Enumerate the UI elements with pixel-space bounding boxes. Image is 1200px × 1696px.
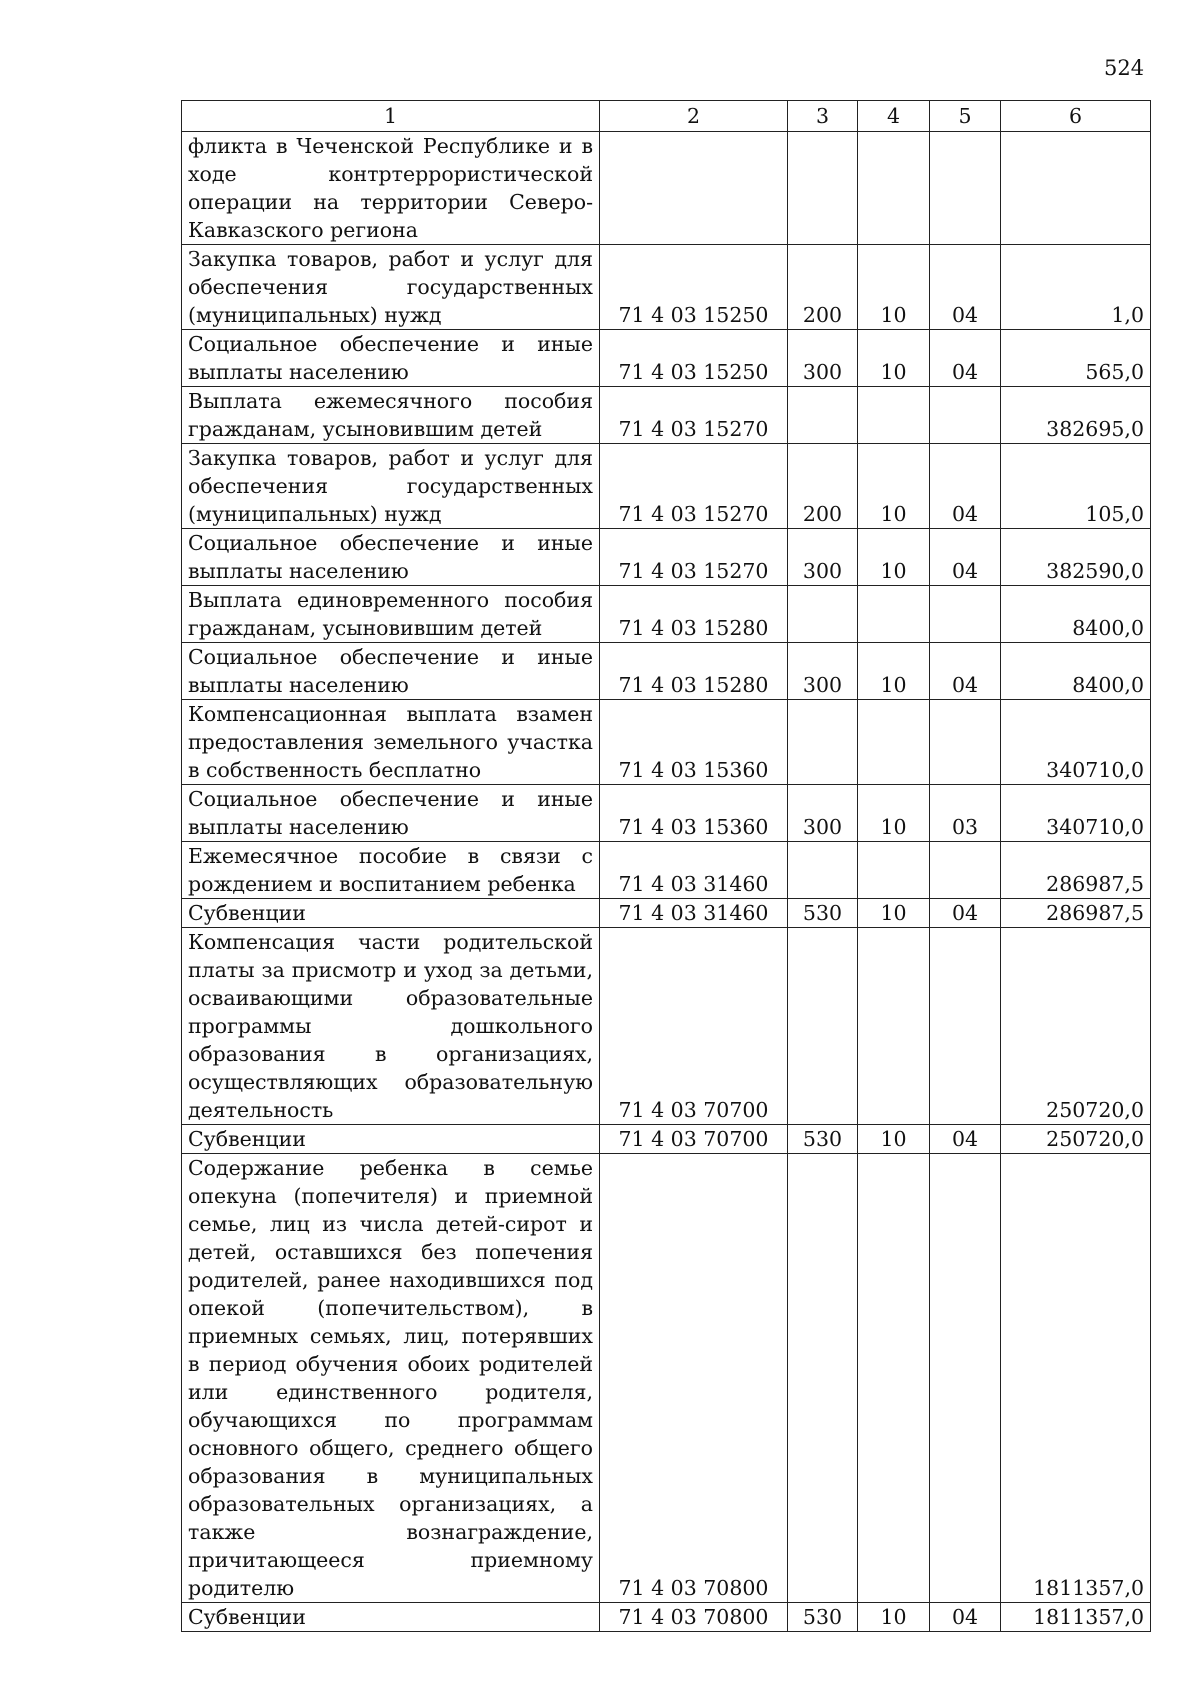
header-cell-2: 2 (600, 101, 788, 132)
row-expense-type-cell (788, 842, 858, 899)
row-expense-type-cell: 530 (788, 899, 858, 928)
row-expense-type-cell: 530 (788, 1125, 858, 1154)
row-section-cell: 10 (858, 245, 930, 330)
row-name-text: Социальное обеспечение и иные выплаты населению (188, 332, 593, 384)
table-row (182, 1603, 1151, 1632)
table-row (182, 899, 1151, 928)
row-name-cell (182, 330, 600, 387)
table-row (182, 700, 1151, 785)
row-amount-cell: 250720,0 (1001, 1125, 1151, 1154)
row-subsection-cell (930, 1154, 1001, 1603)
row-name-text: Выплата единовременного пособия гражданам, усыновившим детей (188, 588, 593, 640)
row-name-cell (182, 785, 600, 842)
row-section-cell: 10 (858, 899, 930, 928)
row-expense-type-cell (788, 586, 858, 643)
row-code-cell: 71 4 03 15280 (600, 643, 788, 700)
header-cell-4: 4 (858, 101, 930, 132)
table-row (182, 928, 1151, 1125)
row-name-text: Субвенции (188, 901, 306, 925)
table-row (182, 132, 1151, 245)
row-name-cell (182, 1125, 600, 1154)
table-row (182, 1125, 1151, 1154)
table-row (182, 785, 1151, 842)
row-section-cell: 10 (858, 1603, 930, 1632)
row-subsection-cell: 04 (930, 1125, 1001, 1154)
row-name-text: Закупка товаров, работ и услуг для обеспечения государственных (муниципальных) нужд (188, 446, 593, 526)
row-name-cell (182, 387, 600, 444)
table-row (182, 245, 1151, 330)
table-row (182, 444, 1151, 529)
row-name-text: Ежемесячное пособие в связи с рождением и воспитанием ребенка (188, 844, 593, 896)
table-row (182, 387, 1151, 444)
row-name-cell (182, 899, 600, 928)
row-expense-type-cell: 300 (788, 785, 858, 842)
row-section-cell (858, 132, 930, 245)
row-amount-cell: 340710,0 (1001, 785, 1151, 842)
row-code-cell: 71 4 03 31460 (600, 899, 788, 928)
row-amount-cell: 1811357,0 (1001, 1603, 1151, 1632)
row-subsection-cell: 04 (930, 899, 1001, 928)
row-code-cell: 71 4 03 15270 (600, 387, 788, 444)
row-subsection-cell (930, 132, 1001, 245)
row-expense-type-cell (788, 387, 858, 444)
header-cell-3: 3 (788, 101, 858, 132)
row-subsection-cell: 04 (930, 444, 1001, 529)
row-section-cell (858, 700, 930, 785)
row-expense-type-cell: 300 (788, 330, 858, 387)
table-row (182, 643, 1151, 700)
row-subsection-cell (930, 928, 1001, 1125)
table-row (182, 529, 1151, 586)
row-expense-type-cell (788, 700, 858, 785)
row-subsection-cell (930, 700, 1001, 785)
row-section-cell: 10 (858, 643, 930, 700)
row-name-cell (182, 842, 600, 899)
row-name-text: Социальное обеспечение и иные выплаты населению (188, 531, 593, 583)
row-expense-type-cell: 200 (788, 444, 858, 529)
row-code-cell: 71 4 03 70700 (600, 1125, 788, 1154)
row-amount-cell: 340710,0 (1001, 700, 1151, 785)
row-name-cell (182, 245, 600, 330)
header-cell-6: 6 (1001, 101, 1151, 132)
row-amount-cell (1001, 132, 1151, 245)
row-code-cell: 71 4 03 15270 (600, 529, 788, 586)
row-expense-type-cell (788, 132, 858, 245)
row-code-cell: 71 4 03 15250 (600, 245, 788, 330)
row-name-cell (182, 529, 600, 586)
table-body (182, 132, 1151, 1632)
row-subsection-cell (930, 387, 1001, 444)
row-expense-type-cell: 200 (788, 245, 858, 330)
row-amount-cell: 1,0 (1001, 245, 1151, 330)
row-name-text: Выплата ежемесячного пособия гражданам, усыновившим детей (188, 389, 593, 441)
row-name-text: Компенсационная выплата взамен предоставления земельного участка в собственность бесплатно (188, 702, 593, 782)
row-name-text: Закупка товаров, работ и услуг для обеспечения государственных (муниципальных) нужд (188, 247, 593, 327)
row-amount-cell: 286987,5 (1001, 899, 1151, 928)
row-amount-cell: 1811357,0 (1001, 1154, 1151, 1603)
row-expense-type-cell: 530 (788, 1603, 858, 1632)
row-name-text: Социальное обеспечение и иные выплаты населению (188, 645, 593, 697)
table-row (182, 842, 1151, 899)
row-subsection-cell: 04 (930, 245, 1001, 330)
row-amount-cell: 8400,0 (1001, 586, 1151, 643)
row-section-cell (858, 586, 930, 643)
row-subsection-cell (930, 842, 1001, 899)
row-code-cell: 71 4 03 15270 (600, 444, 788, 529)
header-cell-1: 1 (182, 101, 600, 132)
page-number: 524 (1104, 56, 1145, 80)
row-name-text: Субвенции (188, 1605, 306, 1629)
row-section-cell (858, 387, 930, 444)
row-subsection-cell: 04 (930, 643, 1001, 700)
row-section-cell: 10 (858, 529, 930, 586)
row-name-cell (182, 444, 600, 529)
row-code-cell: 71 4 03 15360 (600, 700, 788, 785)
row-name-cell (182, 700, 600, 785)
table-row (182, 1154, 1151, 1603)
row-code-cell: 71 4 03 31460 (600, 842, 788, 899)
row-code-cell: 71 4 03 70800 (600, 1603, 788, 1632)
row-name-cell (182, 1154, 600, 1603)
row-amount-cell: 382695,0 (1001, 387, 1151, 444)
row-amount-cell: 565,0 (1001, 330, 1151, 387)
row-amount-cell: 382590,0 (1001, 529, 1151, 586)
row-section-cell (858, 1154, 930, 1603)
table-row (182, 330, 1151, 387)
row-code-cell: 71 4 03 15360 (600, 785, 788, 842)
row-name-text: Субвенции (188, 1127, 306, 1151)
row-name-cell (182, 643, 600, 700)
row-section-cell: 10 (858, 785, 930, 842)
row-name-cell (182, 1603, 600, 1632)
header-cell-5: 5 (930, 101, 1001, 132)
header-row (182, 101, 1151, 132)
row-name-text: фликта в Чеченской Республике и в ходе контртеррористической операции на территории Северо-Кавказского региона (188, 134, 593, 242)
row-subsection-cell: 04 (930, 529, 1001, 586)
row-section-cell (858, 928, 930, 1125)
row-name-cell (182, 132, 600, 245)
row-amount-cell: 105,0 (1001, 444, 1151, 529)
row-code-cell: 71 4 03 70700 (600, 928, 788, 1125)
row-section-cell: 10 (858, 330, 930, 387)
row-expense-type-cell (788, 928, 858, 1125)
row-name-cell (182, 586, 600, 643)
row-expense-type-cell (788, 1154, 858, 1603)
row-amount-cell: 8400,0 (1001, 643, 1151, 700)
row-name-text: Содержание ребенка в семье опекуна (попечителя) и приемной семье, лиц из числа детей-сирот и детей, оставшихся без попечения родителей, ранее находившихся под опекой (попечительством), в приемных семьях, лиц, потерявших в период обучения обоих родителей или единственного родителя, обучающихся по программам основного общего, среднего общего образования в муниципальных образовательных организациях, а также вознаграждение, причитающееся приемному родителю (188, 1156, 593, 1600)
row-code-cell (600, 132, 788, 245)
row-section-cell (858, 842, 930, 899)
row-code-cell: 71 4 03 70800 (600, 1154, 788, 1603)
budget-table (181, 100, 1151, 1632)
row-subsection-cell (930, 586, 1001, 643)
row-amount-cell: 250720,0 (1001, 928, 1151, 1125)
row-name-text: Социальное обеспечение и иные выплаты населению (188, 787, 593, 839)
row-section-cell: 10 (858, 1125, 930, 1154)
row-subsection-cell: 04 (930, 1603, 1001, 1632)
row-name-text: Компенсация части родительской платы за присмотр и уход за детьми, осваивающими образовательные программы дошкольного образования в организациях, осуществляющих образовательную деятельность (188, 930, 593, 1122)
row-expense-type-cell: 300 (788, 643, 858, 700)
table-row (182, 586, 1151, 643)
row-section-cell: 10 (858, 444, 930, 529)
row-subsection-cell: 03 (930, 785, 1001, 842)
row-name-cell (182, 928, 600, 1125)
row-subsection-cell: 04 (930, 330, 1001, 387)
row-code-cell: 71 4 03 15280 (600, 586, 788, 643)
row-amount-cell: 286987,5 (1001, 842, 1151, 899)
row-code-cell: 71 4 03 15250 (600, 330, 788, 387)
row-expense-type-cell: 300 (788, 529, 858, 586)
